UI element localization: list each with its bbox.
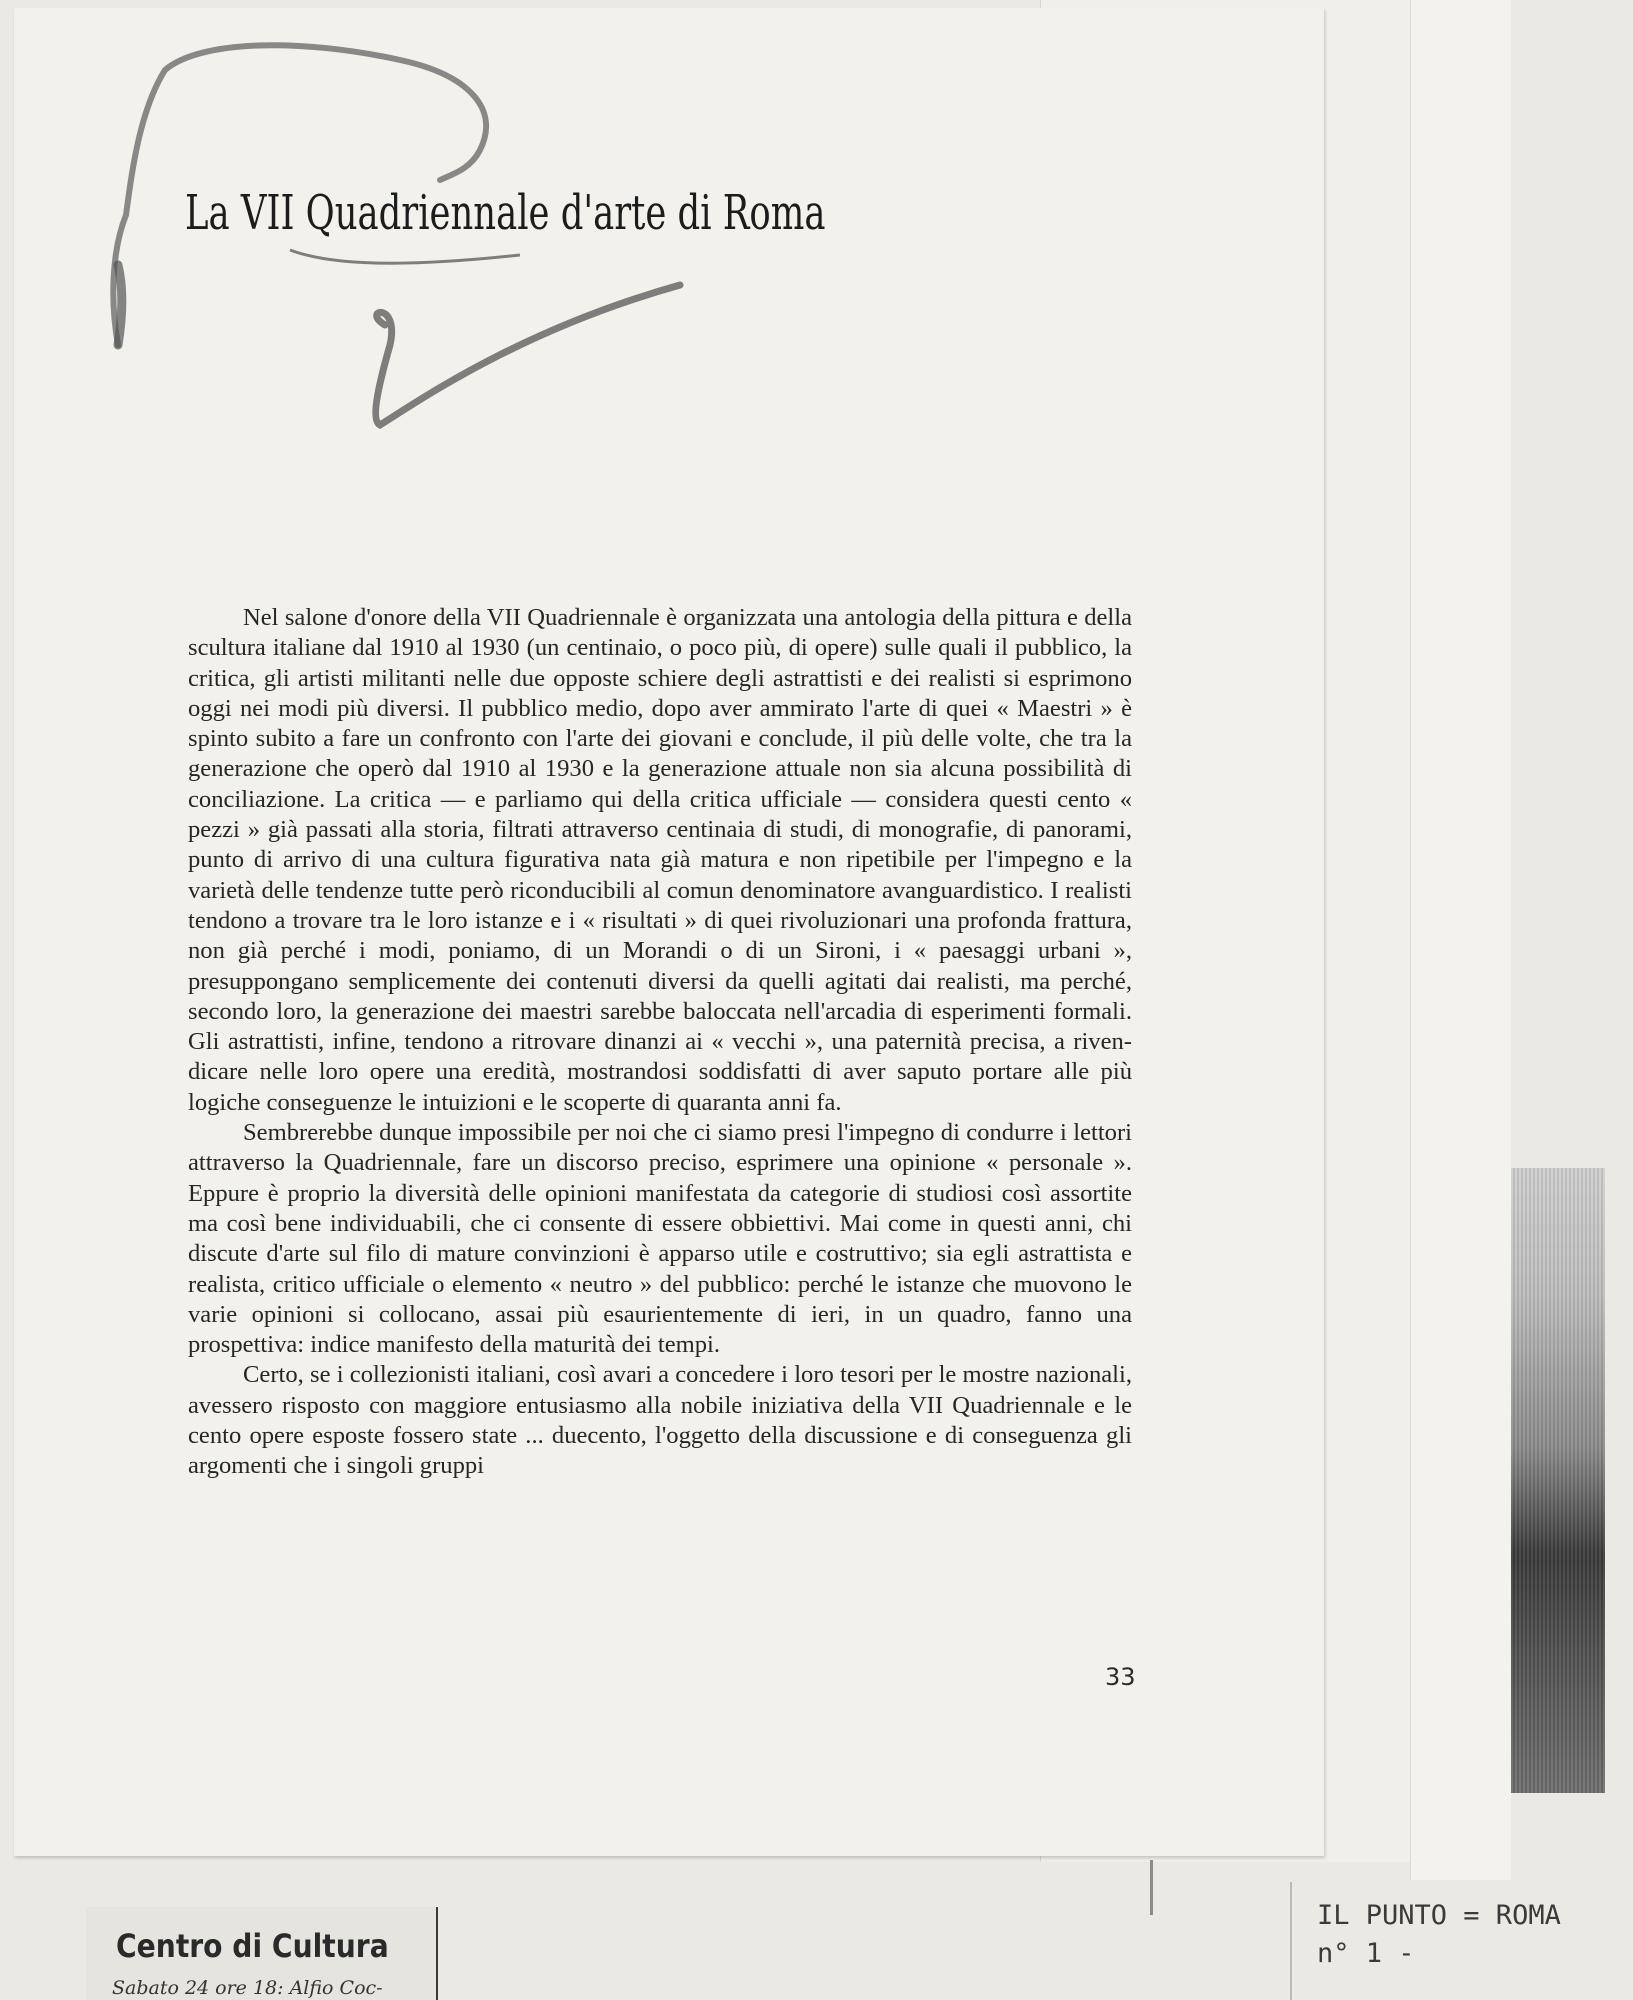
clipping-label xyxy=(86,1907,438,2000)
page-number: 33 xyxy=(1105,1663,1136,1691)
article-title: La VII Quadriennale d'arte di Roma xyxy=(185,185,826,241)
source-title: IL PUNTO = ROMA xyxy=(1317,1900,1561,1931)
article-body xyxy=(188,603,1132,1482)
source-note xyxy=(1290,1882,1633,2000)
source-issue: n° 1 - xyxy=(1317,1938,1415,1969)
paragraph: Certo, se i collezionisti italiani, così avari a concedere i loro tesori per le mostre nazionali, avessero risposto con maggiore entusiasmo alla nobile iniziativa della VII Quadriennale e le cento opere esposte fossero state ... duecento, l'oggetto della discussione e di conseguenza gli argomenti che i singoli gruppi xyxy=(188,1361,1132,1480)
pencil-underline xyxy=(290,250,520,263)
pencil-check xyxy=(376,285,680,425)
label-name: Centro di Cultura xyxy=(116,1927,389,1965)
paragraph: Nel salone d'onore della VII Quadriennale è organizzata una antologia della pittura e della scultura italiane dal 1910 al 1930 (un centinaio, o poco più, di opere) sulle quali il pubblico, la critica, gli artisti militanti nelle due opposte schiere degli astrattisti e dei realisti si esprimono oggi nei modi più diversi. Il pubblico medio, dopo aver ammirato l'arte di quei « Maestri » è spinto subito a fare un confronto con l'arte dei giovani e conclude, il più delle volte, che tra la generazione che operò dal 1910 al 1930 e la generazione attuale non sia alcuna possibilità di conciliazione. La critica — e parliamo qui della critica ufficiale — considera questi cento « pezzi » già passati alla storia, filtrati attraverso centinaia di studi, di monografie, di panorami, punto di arrivo di una cultura figurativa nata già matura e non ripetibile per l'impegno e la varietà delle tendenze tutte però riconducibili al comun denominatore avanguardistico. I realisti tendono a trovare tra le loro istanze e i « risultati » di quei rivoluzionari una profonda frattura, non già perché i modi, poniamo, di un Morandi o di un Sironi, i « paesaggi urbani », presuppongano semplicemente dei contenuti diversi da quelli agitati dai realisti, ma perché, secondo loro, la generazione dei maestri sarebbe baloccata nell'arcadia di esperimenti formali. Gli astrattisti, infine, tendono a ritrovare dinanzi ai « vecchi », una paternità precisa, a rivendicare nelle loro opere una eredità, mostrandosi soddisfatti di aver saputo portare alle più logiche conseguenze le intuizioni e le scoperte di quaranta anni fa. xyxy=(188,604,1132,1116)
label-subtitle: Sabato 24 ore 18: Alfio Coc- xyxy=(112,1977,383,1999)
divider xyxy=(1150,1860,1153,1915)
paragraph: Sembrerebbe dunque impossibile per noi che ci siamo presi l'impegno di condurre i lettori attraverso la Quadriennale, fare un discorso preciso, esprimere una opinione « personale ». Eppure è proprio la diversità delle opinioni manifestata da categorie di studiosi così assortite ma così bene individuabili, che ci consente di essere obbiettivi. Mai come in questi anni, chi discute d'arte sul filo di mature convinzioni è apparso utile e costruttivo; sia egli astrattista e realista, critico ufficiale o elemento « neutro » del pubblico: perché le istanze che muovono le varie opinioni si collocano, assai più esaurientemente di ieri, in un quadro, fanno una prospettiva: indice manifesto della maturità dei tempi. xyxy=(188,1119,1132,1359)
